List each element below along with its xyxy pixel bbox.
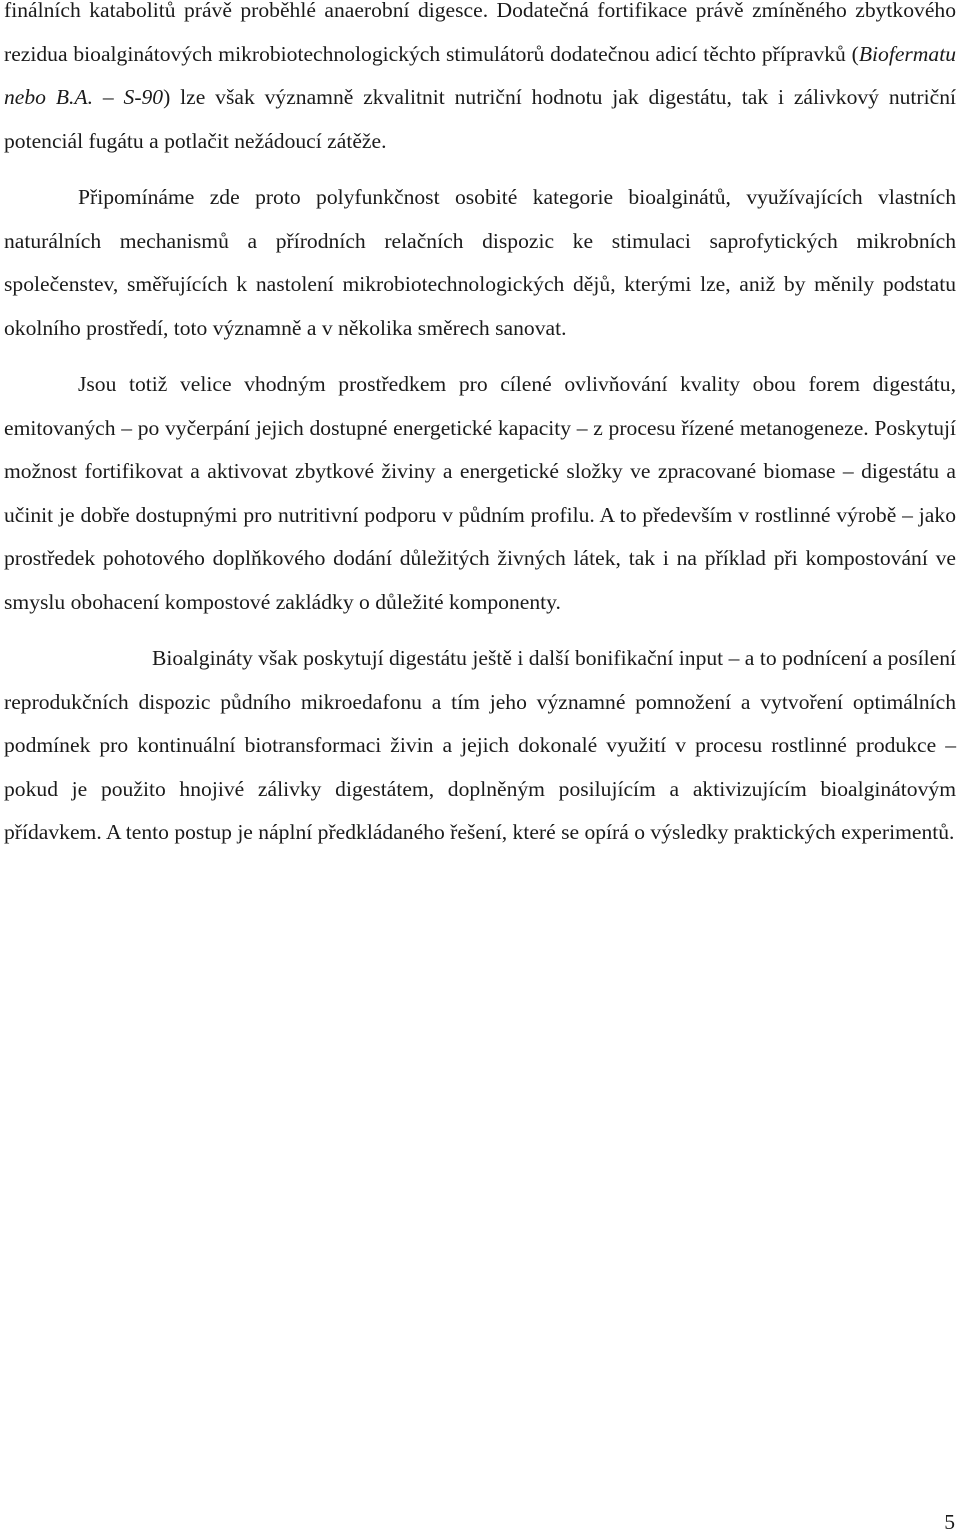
paragraph-1-italic-text: Biofermatu nebo B.A. – S-90 — [4, 41, 956, 109]
paragraph-4: Bioalgináty však poskytují digestátu ještě i další bonifikační input – a to podnícení a posílení reprodukčních dispozic půdního mikroedafonu a tím jeho významné pomnožení a vytvoření optimálních podmínek pro kontinuální biotransformaci živin a jejich dokonalé využití v procesu rostlinné produkce – pokud je použito hnojivé zálivky digestátem, doplněným posilujícím a aktivizujícím bioalginátovým přídavkem. A tento postup je náplní předkládaného řešení, které se opírá o výsledky praktických experimentů. — [4, 646, 956, 844]
paragraph-3: Jsou totiž velice vhodným prostředkem pro cílené ovlivňování kvality obou forem digestátu, emitovaných – po vyčerpání jejich dostupné energetické kapacity – z procesu řízené metanogeneze. Poskytují možnost fortifikovat a aktivovat zbytkové živiny a energetické složky ve zpracované biomase – digestátu a učinit je dobře dostupnými pro nutritivní podporu v půdním profilu. A to především v rostlinné výrobě – jako prostředek pohotového doplňkového dodání důležitých živných látek, tak i na příklad při kompostování ve smyslu obohacení kompostové zakládky o důležité komponenty. — [4, 372, 956, 614]
paragraph-1-text-b: ) lze však významně zkvalitnit nutriční hodnotu jak digestátu, tak i zálivkový nutriční potenciál fugátu a potlačit nežádoucí zátěže. — [4, 85, 956, 153]
paragraph-2: Připomínáme zde proto polyfunkčnost osobité kategorie bioalginátů, využívajících vlastních naturálních mechanismů a přírodních relačních dispozic ke stimulaci saprofytických mikrobních společenstev, směřujících k nastolení mikrobiotechnologických dějů, kterými lze, aniž by měnily podstatu okolního prostředí, toto významně a v několika směrech sanovat. — [4, 185, 956, 340]
page-number: 5 — [944, 1510, 955, 1534]
document-page — [4, 0, 956, 855]
paragraph-1-text-a: finálních katabolitů právě proběhlé anaerobní digesce. Dodatečná fortifikace právě zmíněného zbytkového rezidua bioalginátových mikrobiotechnologických stimulátorů dodatečnou adicí těchto přípravků ( — [4, 0, 956, 66]
paragraph-1 — [4, 0, 956, 163]
